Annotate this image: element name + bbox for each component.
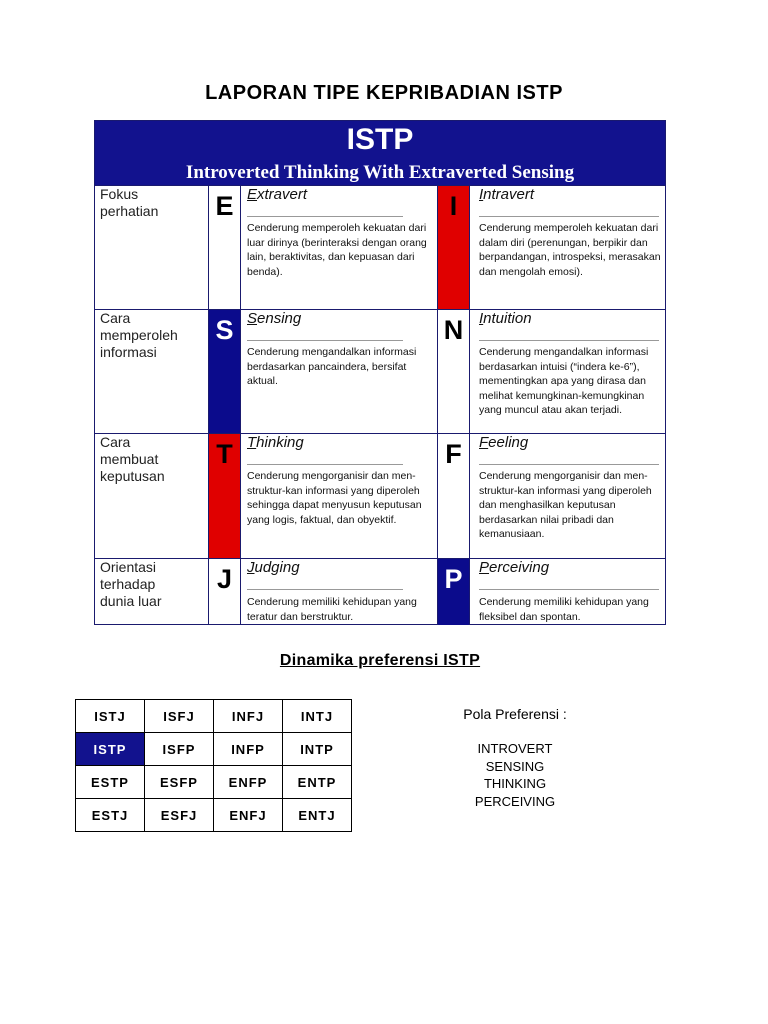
letter-t: T xyxy=(216,439,233,469)
grid-cell: INTJ xyxy=(283,700,352,733)
letter-j: J xyxy=(216,564,233,594)
letter-n: N xyxy=(443,315,464,345)
grid-row xyxy=(76,733,352,766)
grid-cell: ISFJ xyxy=(145,700,214,733)
name-perceiving: Perceiving xyxy=(479,559,550,576)
name-intuition: Intuition xyxy=(479,310,532,327)
name-extravert: Extravert xyxy=(247,186,308,203)
type-code: ISTP xyxy=(346,123,414,156)
grid-cell: ISTJ xyxy=(76,700,145,733)
row-memperoleh-informasi xyxy=(95,309,665,434)
desc-feeling: Cenderung mengorganisir dan men-struktur-kan informasi yang diperoleh dan menghasilkan keputusan berdasarkan nilai pribadi dan kemanusiaan. xyxy=(479,470,652,541)
row-label: Fokus perhatian xyxy=(100,186,159,219)
desc-intuition: Cenderung mengandalkan informasi berdasarkan intuisi (“indera ke-6”), mementingkan apa yang dirasa dan melihat kemungkinan-kemungkinan yang muncul atau akan terjadi. xyxy=(479,346,649,417)
grid-cell: ENFP xyxy=(214,766,283,799)
desc-extravert: Cenderung memperoleh kekuatan dari luar dirinya (berinteraksi dengan orang lain, beraktivitas, dan kepuasan dari benda). xyxy=(247,222,427,278)
pola-item: PERCEIVING xyxy=(474,793,556,809)
bar-red xyxy=(209,434,240,559)
desc-sensing: Cenderung mengandalkan informasi berdasarkan pancaindera, bersifat aktual. xyxy=(247,346,417,388)
type-header xyxy=(95,121,665,185)
letter-e: E xyxy=(215,191,234,221)
name-intravert: Intravert xyxy=(479,186,535,203)
grid-cell: INFJ xyxy=(214,700,283,733)
grid-row xyxy=(76,700,352,733)
type-subtitle: Introverted Thinking With Extraverted Sensing xyxy=(185,162,575,183)
page-title: LAPORAN TIPE KEPRIBADIAN ISTP xyxy=(205,82,563,104)
dynamics-title: Dinamika preferensi ISTP xyxy=(279,652,481,669)
pola-list xyxy=(430,740,600,810)
letter-f: F xyxy=(445,439,462,469)
grid-cell: ENFJ xyxy=(214,799,283,832)
type-grid xyxy=(75,699,352,832)
bar-blue xyxy=(209,310,240,434)
grid-cell: INFP xyxy=(214,733,283,766)
grid-cell: ESFJ xyxy=(145,799,214,832)
pola-title: Pola Preferensi : xyxy=(463,706,567,722)
name-thinking: Thinking xyxy=(247,434,304,451)
personality-table xyxy=(94,120,666,625)
row-label: Cara membuat keputusan xyxy=(100,434,165,484)
grid-cell-highlighted: ISTP xyxy=(76,733,145,766)
grid-row xyxy=(76,799,352,832)
desc-judging: Cenderung memiliki kehidupan yang teratur dan berstruktur. xyxy=(247,596,417,623)
row-orientasi xyxy=(95,558,665,625)
grid-cell: ESTP xyxy=(76,766,145,799)
grid-cell: INTP xyxy=(283,733,352,766)
desc-perceiving: Cenderung memiliki kehidupan yang fleksibel dan spontan. xyxy=(479,596,649,623)
grid-cell: ESTJ xyxy=(76,799,145,832)
grid-cell: ENTJ xyxy=(283,799,352,832)
row-membuat-keputusan xyxy=(95,433,665,559)
grid-cell: ISFP xyxy=(145,733,214,766)
pola-item: SENSING xyxy=(485,758,545,774)
bar-red xyxy=(438,186,469,310)
row-label: Cara memperoleh informasi xyxy=(100,310,178,360)
name-sensing: Sensing xyxy=(247,310,302,327)
grid-cell: ESFP xyxy=(145,766,214,799)
letter-i: I xyxy=(449,191,458,221)
pola-item: INTROVERT xyxy=(477,741,553,756)
row-fokus-perhatian xyxy=(95,185,665,310)
letter-p: P xyxy=(444,564,463,594)
desc-intravert: Cenderung memperoleh kekuatan dari dalam diri (perenungan, berpikir dan berpandangan, introspeksi, merasakan dan mengolah emosi). xyxy=(479,222,661,278)
pola-item: THINKING xyxy=(483,776,547,791)
name-judging: Judging xyxy=(247,559,300,576)
bar-blue xyxy=(438,559,469,625)
row-label: Orientasi terhadap dunia luar xyxy=(100,559,162,609)
desc-thinking: Cenderung mengorganisir dan men-struktur-kan informasi yang diperoleh sehingga dapat menyusun keputusan yang logis, faktual, dan obyektif. xyxy=(247,470,422,526)
grid-row xyxy=(76,766,352,799)
letter-s: S xyxy=(215,315,234,345)
grid-cell: ENTP xyxy=(283,766,352,799)
name-feeling: Feeling xyxy=(479,434,529,451)
